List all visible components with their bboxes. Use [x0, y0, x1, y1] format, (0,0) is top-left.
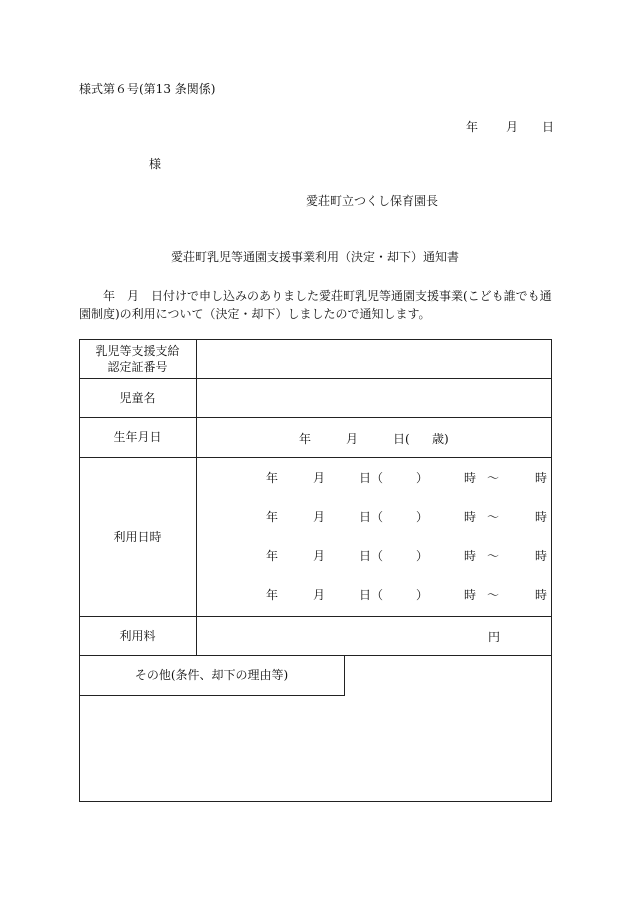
usage-row[interactable]	[197, 537, 551, 575]
birth-date-value[interactable]	[197, 418, 551, 456]
usage-end-hour: 時	[535, 549, 548, 563]
usage-day-unit: 日（	[359, 510, 384, 524]
addressee-suffix: 様	[149, 157, 162, 171]
child-name-value[interactable]	[197, 379, 551, 416]
usage-month-unit: 月	[313, 549, 326, 563]
usage-datetime-label-text: 利用日時	[113, 529, 162, 544]
usage-range-tilde: ～	[487, 471, 500, 485]
birth-month-unit: 月	[346, 432, 359, 446]
usage-paren-close: ）	[416, 471, 429, 485]
birth-date-label	[79, 417, 196, 457]
usage-end-hour: 時	[535, 588, 548, 602]
fee-label-text: 利用料	[119, 628, 156, 643]
cert-number-label	[79, 339, 196, 378]
usage-month-unit: 月	[313, 510, 326, 524]
usage-range-tilde: ～	[487, 549, 500, 563]
usage-year-unit: 年	[266, 588, 279, 602]
usage-day-unit: 日（	[359, 471, 384, 485]
usage-year-unit: 年	[266, 471, 279, 485]
form-number: 様式第６号(第13 条関係)	[79, 82, 216, 96]
other-label	[79, 655, 344, 695]
cert-number-value[interactable]	[197, 340, 551, 377]
usage-paren-close: ）	[416, 510, 429, 524]
usage-range-tilde: ～	[487, 510, 500, 524]
usage-end-hour: 時	[535, 510, 548, 524]
notice-body: 年 月 日付けで申し込みのありました愛荘町乳児等通園支援事業(こども誰でも通園制度)の利用について（決定・却下）しましたので通知します。	[79, 289, 552, 321]
usage-day-unit: 日（	[359, 588, 384, 602]
issue-date	[466, 118, 554, 135]
usage-range-tilde: ～	[487, 588, 500, 602]
usage-year-unit: 年	[266, 549, 279, 563]
document-title: 愛荘町乳児等通園支援事業利用（決定・却下）通知書	[170, 250, 459, 264]
cert-number-label-line1: 乳児等支援支給	[95, 343, 180, 358]
birth-date-label-text: 生年月日	[113, 430, 162, 444]
birth-year-unit: 年	[299, 432, 312, 446]
birth-day-unit: 日(	[393, 432, 410, 446]
usage-start-hour: 時	[464, 471, 477, 485]
fee-label	[79, 616, 196, 655]
usage-datetime-label	[79, 457, 196, 616]
usage-start-hour: 時	[464, 588, 477, 602]
child-name-label-text: 児童名	[119, 390, 156, 405]
usage-month-unit: 月	[313, 471, 326, 485]
date-year: 年	[466, 120, 479, 134]
usage-row[interactable]	[197, 576, 551, 614]
other-value[interactable]	[80, 696, 551, 801]
usage-month-unit: 月	[313, 588, 326, 602]
date-day: 日	[542, 120, 555, 134]
usage-start-hour: 時	[464, 510, 477, 524]
cert-number-label-line2: 認定証番号	[107, 359, 168, 374]
usage-row[interactable]	[197, 458, 551, 496]
issuer-name: 愛荘町立つくし保育園長	[306, 194, 439, 208]
usage-paren-close: ）	[416, 588, 429, 602]
birth-age-unit: 歳)	[432, 432, 449, 446]
other-label-text: その他(条件、却下の理由等)	[134, 668, 289, 682]
table-rule	[344, 655, 345, 695]
date-month: 月	[506, 120, 519, 134]
child-name-label	[79, 378, 196, 417]
usage-row[interactable]	[197, 497, 551, 535]
usage-start-hour: 時	[464, 549, 477, 563]
usage-paren-close: ）	[416, 549, 429, 563]
usage-year-unit: 年	[266, 510, 279, 524]
usage-end-hour: 時	[535, 471, 548, 485]
fee-unit: 円	[488, 630, 501, 644]
fee-value[interactable]	[197, 617, 551, 654]
usage-day-unit: 日（	[359, 549, 384, 563]
